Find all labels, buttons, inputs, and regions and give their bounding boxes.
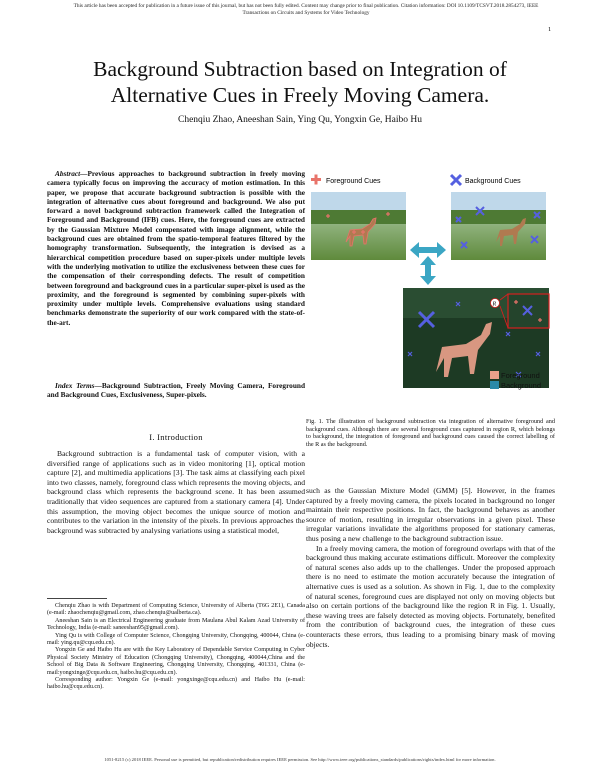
fg-cue-icon bbox=[311, 175, 321, 185]
bg-cues-label: Background Cues bbox=[465, 178, 521, 185]
footnote-4: Yongxin Ge and Haibo Hu are with the Key Laboratory of Dependable Service Computing in Cyber Physical Society Ministry of Education (Chongqing University), Chongqing, 400044,China and the School of Big Data & Software Engineering, Chongqing University, Chongqing, 401331, China (e-mail:yongxinge@cqu.edu.cn, haibo.hu@cqu.edu.cn). bbox=[47, 647, 305, 676]
footnote-1: Chenqiu Zhao is with Department of Computing Science, University of Alberta (T6G 2E1), Canada (e-mail: zhaochenqiu@gmail.com, zhao.chenqiu@ualberta.ca). bbox=[47, 603, 305, 617]
footnotes bbox=[47, 603, 305, 692]
footnote-rule bbox=[47, 598, 107, 599]
abstract bbox=[47, 169, 305, 327]
figure-caption: Fig. 1. The illustration of background subtraction via integration of alternative foreground and background cues. Although there are several foreground cues captured in region R, which belongs to background, the integration of foreground and background cues caused the correct labelling of the R as the background. bbox=[306, 418, 555, 448]
author-list: Chenqiu Zhao, Aneeshan Sain, Ying Qu, Yongxin Ge, Haibo Hu bbox=[178, 115, 422, 125]
footnote-5: Corresponding author: Yongxin Ge (e-mail: yongxinge@cqu.edu.cn) and Haibo Hu (e-mail: haibo.hu@cqu.edu.cn). bbox=[47, 677, 305, 691]
abstract-label: Abstract bbox=[55, 169, 81, 178]
abstract-text: —Previous approaches to background subtraction in freely moving camera typically focus on improving the accuracy of motion estimation. In this paper, we propose that accurate background subtraction is possible with the integration of alternative cues about foreground and background. We also put forward a novel background subtraction framework called the Integration of Foreground and Background (IFB) cues. Here, the foreground cues are extracted by the Gaussian Mixture Model compensated with image alignment, while the background cues are obtained from the spatio-temporal features filtered by the homography transformation. Subsequently, the integration is devised as a hierarchical competition procedure based on super-pixels under multiple levels with the underlying motivation to utilize the exclusiveness between these cues for the compensation of their corresponding defects. The result of competition between foreground and background cues in a particular super-pixel is used as the proximity, and the foreground is segmented by combining super-pixels with proximity under multiple levels. Comprehensive evaluations using standard benchmarks demonstrate the superiority of our work compared with the state-of-the-art. bbox=[47, 169, 305, 327]
intro-paragraph: Background subtraction is a fundamental task of computer vision, with a diversified range of applications such as in video monitoring [1], optical motion capture [2], and multimedia applications [3]. The task aims at classifying each pixel into two classes, namely, foreground class which represents the moving objects, and background class which represents the background scene. It has been assumed traditionally that video sequences are captured from a stationary camera [4]. Under this assumption, the moving object becomes the unique source of motion and contributes to the variation in the intensity of the pixels. In previous approaches the background was subtracted by analysing variations using a statistical model, bbox=[47, 449, 305, 535]
paragraph-moving-camera: In a freely moving camera, the motion of foreground overlaps with that of the background thus making accurate estimations difficult. Moreover the complexity of natural scenes also adds up to the challenges. Under the proposed approach there is no need to estimate the motion accurately because the integration of alternative cues is used as a solution. As shown in Fig. 1, due to the complexity of natural scenes, foreground cues are displayed not only on moving objects but also on certain portions of the background like the region R in Fig. 1. Usually, these waving trees are falsely detected as moving objects. Fortunately, benefited from the contribution of background cues, the integration of these cues counteracts these errors, thus leading to a promising binary mask of moving objects. bbox=[306, 543, 555, 649]
paper-title bbox=[30, 56, 570, 108]
index-terms-text: —Background Subtraction, Freely Moving Camera, Foreground and Background Cues, Exclusiveness, Super-pixels. bbox=[47, 381, 306, 400]
integration-arrows bbox=[410, 242, 446, 285]
index-terms bbox=[47, 381, 305, 400]
foreground-cues-image bbox=[311, 192, 406, 260]
figure-legend bbox=[490, 371, 541, 391]
legend-foreground: Foreground bbox=[490, 371, 541, 381]
fg-cues-label: Foreground Cues bbox=[326, 178, 381, 185]
notice-line-2: Transactions on Circuits and Systems for Video Technology bbox=[242, 10, 370, 16]
paragraph-continued: such as the Gaussian Mixture Model (GMM) [5]. However, in the frames captured by a freely moving camera, the pixels located in background no longer maintain their respective positions. In fact, the background behaves as another source of motion, resulting in irregular observations in a given pixel. These irregular variations invalidate the algorithms proposed for stationary cameras, thus posing a new challenge to the background subtraction issue. bbox=[306, 486, 555, 543]
footnote-3: Ying Qu is with College of Computer Science, Chongqing University, Chongqing, 400044, China (e-mail: ying.qu@cqu.edu.cn). bbox=[47, 632, 305, 647]
notice-line-1: This article has been accepted for publication in a future issue of this journal, but has not been fully edited. Content may change prior to final publication. Citation information: DOI 10.1109/TCSVT.2018.2854273, IEEE bbox=[73, 3, 539, 9]
copyright-line: 1051-8215 (c) 2018 IEEE. Personal use is permitted, but republication/redistribution requires IEEE permission. See http://www.ieee.org/publications_standards/publications/rights/index.html for more information. bbox=[104, 757, 496, 762]
publication-notice bbox=[36, 3, 576, 17]
index-terms-label: Index Terms bbox=[55, 381, 95, 390]
page-number: 1 bbox=[548, 26, 552, 33]
region-r-label: R bbox=[492, 301, 497, 308]
footnote-2: Aneeshan Sain is an Electrical Engineering graduate from Maulana Abul Kalam Azad University of Technology, India (e-mail: saneeshan95@gmail.com). bbox=[47, 617, 305, 632]
legend-background: Background bbox=[490, 381, 541, 391]
figure-1 bbox=[306, 172, 556, 412]
section-heading: I. Introduction bbox=[149, 432, 203, 442]
bg-cue-icon bbox=[451, 175, 461, 185]
title-line-1: Background Subtraction based on Integration of bbox=[93, 57, 507, 81]
right-column-body bbox=[306, 486, 555, 649]
background-cues-image bbox=[451, 192, 546, 260]
title-line-2: Alternative Cues in Freely Moving Camera. bbox=[110, 83, 490, 107]
